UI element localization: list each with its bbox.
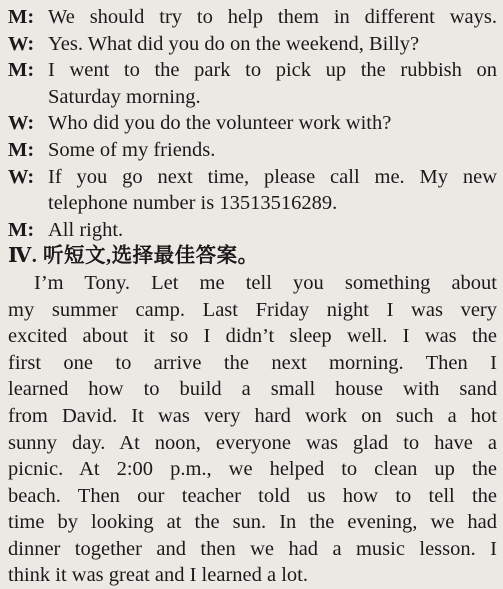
- dialogue-line: [8, 110, 497, 137]
- dialogue: [8, 4, 497, 243]
- passage-line: I’m Tony. Let me tell you something about: [34, 271, 497, 294]
- passage-line: excited about it so I didn’t sleep well. I was the: [8, 325, 497, 348]
- passage-line: time by looking at the sun. In the evening, we had: [8, 511, 497, 534]
- dialogue-text: All right.: [48, 218, 124, 241]
- passage-line: picnic. At 2:00 p.m., we helped to clean up the: [8, 458, 497, 481]
- dialogue-line: [8, 31, 497, 58]
- speaker-label: M:: [8, 218, 35, 241]
- dialogue-text: If you go next time, please call me. My new: [48, 165, 497, 188]
- passage-paragraph: [8, 270, 497, 589]
- speaker-label: W:: [8, 112, 35, 135]
- dialogue-text: Some of my friends.: [48, 138, 216, 161]
- passage-line: beach. Then our teacher told us how to tell the: [8, 484, 497, 507]
- dialogue-text: We should try to help them in different ways.: [48, 6, 497, 28]
- dialogue-continuation: [8, 84, 497, 111]
- dialogue-continuation: [8, 190, 497, 217]
- passage-line: think it was great and I learned a lot.: [8, 564, 308, 587]
- dialogue-text: Yes. What did you do on the weekend, Billy?: [48, 32, 420, 55]
- passage-line: dinner together and then we had a music lesson. I: [8, 537, 497, 560]
- dialogue-line: [8, 4, 497, 31]
- speaker-label: M:: [8, 59, 35, 82]
- dialogue-text: Who did you do the volunteer work with?: [48, 112, 392, 135]
- passage-line: from David. It was very hard work on such a hot: [8, 404, 497, 427]
- dialogue-text: I went to the park to pick up the rubbish on: [48, 59, 497, 82]
- speaker-label: M:: [8, 138, 35, 161]
- speaker-label: W:: [8, 165, 35, 188]
- dialogue-line: [8, 57, 497, 84]
- dialogue-line: [8, 217, 497, 244]
- section-heading: Ⅳ. 听短文,选择最佳答案。: [8, 245, 259, 268]
- passage-line: sunny day. At noon, everyone was glad to have a: [8, 431, 497, 454]
- dialogue-line: [8, 137, 497, 164]
- dialogue-line: [8, 164, 497, 191]
- passage-line: learned how to build a small house with sand: [8, 378, 497, 401]
- dialogue-text: Saturday morning.: [48, 85, 201, 108]
- passage-line: my summer camp. Last Friday night I was very: [8, 298, 497, 321]
- speaker-label: M:: [8, 6, 35, 28]
- passage-line: first one to arrive the next morning. Then I: [8, 351, 497, 374]
- dialogue-text: telephone number is 13513516289.: [48, 192, 338, 215]
- speaker-label: W:: [8, 32, 35, 55]
